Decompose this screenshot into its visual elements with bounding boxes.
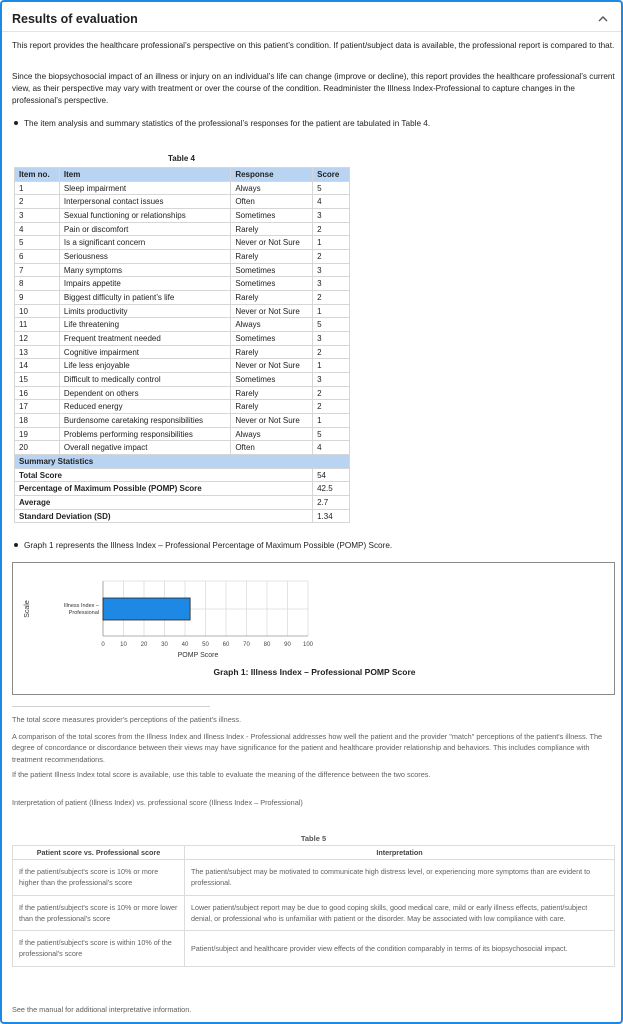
table-row	[13, 860, 615, 896]
item-no-cell: 5	[15, 236, 60, 250]
item-no-cell: 14	[15, 359, 60, 373]
response-cell: Sometimes	[231, 263, 313, 277]
response-cell: Sometimes	[231, 277, 313, 291]
score-cell: 4	[313, 441, 350, 455]
summary-value: 54	[313, 468, 350, 482]
panel-header[interactable]	[12, 10, 612, 28]
item-cell: Limits productivity	[59, 304, 230, 318]
table4-body	[15, 181, 350, 523]
response-cell: Always	[231, 318, 313, 332]
table4-bullet-text: The item analysis and summary statistics of the professional’s responses for the patient are tabulated in Table 4.	[24, 119, 431, 128]
graph-bullet-text: Graph 1 represents the Illness Index – Professional Percentage of Maximum Possible (POMP) Score.	[24, 541, 393, 550]
summary-label: Percentage of Maximum Possible (POMP) Score	[15, 482, 313, 496]
item-no-cell: 19	[15, 427, 60, 441]
x-tick-label: 10	[120, 642, 127, 648]
item-cell: Seriousness	[59, 250, 230, 264]
table4-caption: Table 4	[168, 154, 195, 163]
summary-title: Summary Statistics	[15, 455, 350, 469]
item-cell: Pain or discomfort	[59, 222, 230, 236]
intro-paragraph-2: Since the biopsychosocial impact of an illness or injury on an individual’s life can change (improve or decline), this report provides the healthcare professional’s current view, as their perspective may vary with treatment or over the course of the condition. Readminister the Illness Index-Professional to capture changes in the professional’s perspective.	[12, 72, 615, 105]
score-cell: 4	[313, 195, 350, 209]
graph-title: Graph 1: Illness Index – Professional POMP Score	[213, 667, 416, 677]
score-cell: 5	[313, 181, 350, 195]
note-total-score: The total score measures provider's perceptions of the patient's illness.	[12, 715, 242, 724]
table5-header-interpretation: Interpretation	[185, 846, 615, 860]
x-tick-label: 100	[302, 642, 314, 648]
note-interpretation-heading: Interpretation of patient (Illness Index) vs. professional score (Illness Index – Professional)	[12, 798, 303, 807]
table-row	[15, 209, 350, 223]
table4-header-row	[15, 168, 350, 182]
interpretation-cell: Patient/subject and healthcare provider view effects of the condition comparably in terms of its biopsychosocial impact.	[185, 931, 615, 967]
score-cell: 2	[313, 345, 350, 359]
note-comparison: A comparison of the total scores from the Illness Index and Illness Index - Professional addresses how well the patient and the provider "match" perceptions of the patient's illness. The degree of concordance or discordance between their views may have significance for the patient and healthcare provider relationship and behaviors. This includes compliance with treatment recommendations.	[12, 732, 603, 764]
table4-header-item-no: Item no.	[15, 168, 60, 182]
response-cell: Never or Not Sure	[231, 414, 313, 428]
response-cell: Never or Not Sure	[231, 236, 313, 250]
score-cell: 3	[313, 263, 350, 277]
score-cell: 5	[313, 318, 350, 332]
table-row	[15, 263, 350, 277]
table-row	[15, 427, 350, 441]
notes-divider	[12, 706, 210, 707]
item-no-cell: 12	[15, 332, 60, 346]
score-cell: 1	[313, 359, 350, 373]
x-tick-label: 40	[181, 642, 189, 648]
table-row	[15, 222, 350, 236]
item-no-cell: 7	[15, 263, 60, 277]
table-row	[15, 250, 350, 264]
item-no-cell: 4	[15, 222, 60, 236]
score-cell: 3	[313, 277, 350, 291]
item-cell: Problems performing responsibilities	[59, 427, 230, 441]
item-no-cell: 20	[15, 441, 60, 455]
summary-row	[15, 496, 350, 510]
table5-header-row	[13, 846, 615, 860]
response-cell: Sometimes	[231, 209, 313, 223]
item-cell: Frequent treatment needed	[59, 332, 230, 346]
item-no-cell: 3	[15, 209, 60, 223]
table-row	[15, 359, 350, 373]
score-cell: 1	[313, 414, 350, 428]
summary-label: Standard Deviation (SD)	[15, 509, 313, 523]
summary-label: Total Score	[15, 468, 313, 482]
response-cell: Always	[231, 427, 313, 441]
intro-paragraph-1: This report provides the healthcare professional’s perspective on this patient’s condition. If patient/subject data is available, the professional report is compared to that.	[12, 41, 615, 50]
item-no-cell: 8	[15, 277, 60, 291]
graph-container	[12, 562, 615, 695]
table-row	[15, 236, 350, 250]
table5	[12, 845, 615, 967]
item-cell: Difficult to medically control	[59, 373, 230, 387]
response-cell: Rarely	[231, 250, 313, 264]
interpretation-cell: Lower patient/subject report may be due to good coping skills, good medical care, mild or early illness effects, patient/subject denial, or professional who is unfamiliar with patient or the disorder. May be associated with low compliance with care.	[185, 895, 615, 931]
item-no-cell: 13	[15, 345, 60, 359]
panel-title: Results of evaluation	[12, 12, 138, 26]
score-cell: 1	[313, 304, 350, 318]
table4	[14, 167, 350, 523]
score-cell: 3	[313, 373, 350, 387]
response-cell: Often	[231, 441, 313, 455]
item-no-cell: 18	[15, 414, 60, 428]
item-no-cell: 17	[15, 400, 60, 414]
item-no-cell: 10	[15, 304, 60, 318]
table-row	[15, 181, 350, 195]
table5-body	[13, 860, 615, 967]
note-use-table: If the patient Illness Index total score is available, use this table to evaluate the meaning of the difference between the two scores.	[12, 770, 431, 779]
x-tick-label: 90	[284, 642, 291, 648]
table-row	[15, 400, 350, 414]
item-cell: Biggest difficulty in patient’s life	[59, 291, 230, 305]
response-cell: Rarely	[231, 386, 313, 400]
score-cell: 2	[313, 250, 350, 264]
response-cell: Never or Not Sure	[231, 304, 313, 318]
table-row	[15, 318, 350, 332]
table-row	[15, 414, 350, 428]
response-cell: Rarely	[231, 345, 313, 359]
score-cell: 2	[313, 291, 350, 305]
interpretation-cell: The patient/subject may be motivated to communicate high distress level, or experiencing more symptoms than are evident to professional.	[185, 860, 615, 896]
comparison-cell: If the patient/subject's score is 10% or more higher than the professional's score	[13, 860, 185, 896]
response-cell: Often	[231, 195, 313, 209]
score-cell: 3	[313, 332, 350, 346]
summary-row	[15, 468, 350, 482]
bullet-dot	[14, 121, 18, 125]
table-row	[15, 386, 350, 400]
response-cell: Sometimes	[231, 332, 313, 346]
table5-caption: Table 5	[300, 834, 327, 843]
chevron-up-icon[interactable]	[598, 10, 612, 28]
x-tick-label: 70	[243, 642, 250, 648]
item-cell: Burdensome caretaking responsibilities	[59, 414, 230, 428]
table-row	[13, 895, 615, 931]
item-cell: Life threatening	[59, 318, 230, 332]
table4-bullet	[14, 118, 430, 129]
item-cell: Reduced energy	[59, 400, 230, 414]
footer-note: See the manual for additional interpretative information.	[12, 1005, 192, 1014]
table4-header-score: Score	[313, 168, 350, 182]
item-no-cell: 6	[15, 250, 60, 264]
table-row	[15, 345, 350, 359]
score-cell: 2	[313, 400, 350, 414]
y-category-label: Professional	[68, 610, 99, 616]
score-cell: 3	[313, 209, 350, 223]
table-row	[15, 195, 350, 209]
table-row	[15, 291, 350, 305]
table4-header-item: Item	[59, 168, 230, 182]
bullet-dot	[14, 543, 18, 547]
table5-header-comparison: Patient score vs. Professional score	[13, 846, 185, 860]
table-row	[15, 277, 350, 291]
summary-row	[15, 482, 350, 496]
summary-row	[15, 509, 350, 523]
score-cell: 5	[313, 427, 350, 441]
item-cell: Life less enjoyable	[59, 359, 230, 373]
summary-label: Average	[15, 496, 313, 510]
score-cell: 2	[313, 222, 350, 236]
response-cell: Always	[231, 181, 313, 195]
table-row	[15, 332, 350, 346]
comparison-cell: If the patient/subject's score is 10% or more lower than the professional's score	[13, 895, 185, 931]
response-cell: Rarely	[231, 400, 313, 414]
x-tick-label: 50	[202, 642, 209, 648]
summary-value: 42.5	[313, 482, 350, 496]
item-no-cell: 11	[15, 318, 60, 332]
response-cell: Sometimes	[231, 373, 313, 387]
header-divider	[2, 31, 621, 32]
graph-bullet	[14, 540, 392, 551]
bar-pomp-score	[103, 598, 190, 620]
y-category-label: Illness Index –	[63, 603, 99, 609]
summary-value: 1.34	[313, 509, 350, 523]
response-cell: Never or Not Sure	[231, 359, 313, 373]
item-cell: Sexual functioning or relationships	[59, 209, 230, 223]
x-tick-label: 0	[101, 642, 105, 648]
pomp-chart	[13, 563, 614, 663]
score-cell: 2	[313, 386, 350, 400]
item-cell: Many symptoms	[59, 263, 230, 277]
x-tick-label: 30	[161, 642, 168, 648]
y-axis-title: Scale	[24, 600, 31, 618]
summary-value: 2.7	[313, 496, 350, 510]
item-no-cell: 15	[15, 373, 60, 387]
item-cell: Is a significant concern	[59, 236, 230, 250]
score-cell: 1	[313, 236, 350, 250]
item-cell: Overall negative impact	[59, 441, 230, 455]
x-tick-label: 20	[140, 642, 148, 648]
item-cell: Dependent on others	[59, 386, 230, 400]
item-no-cell: 1	[15, 181, 60, 195]
item-cell: Cognitive impairment	[59, 345, 230, 359]
response-cell: Rarely	[231, 291, 313, 305]
response-cell: Rarely	[231, 222, 313, 236]
table-row	[13, 931, 615, 967]
summary-header-row	[15, 455, 350, 469]
table-row	[15, 441, 350, 455]
x-tick-label: 60	[222, 642, 230, 648]
item-no-cell: 2	[15, 195, 60, 209]
item-cell: Impairs appetite	[59, 277, 230, 291]
table-row	[15, 373, 350, 387]
item-cell: Interpersonal contact issues	[59, 195, 230, 209]
table4-header-response: Response	[231, 168, 313, 182]
x-axis-title: POMP Score	[177, 652, 219, 659]
item-no-cell: 16	[15, 386, 60, 400]
comparison-cell: If the patient/subject's score is within 10% of the professional's score	[13, 931, 185, 967]
table-row	[15, 304, 350, 318]
x-tick-label: 80	[263, 642, 271, 648]
item-no-cell: 9	[15, 291, 60, 305]
item-cell: Sleep impairment	[59, 181, 230, 195]
